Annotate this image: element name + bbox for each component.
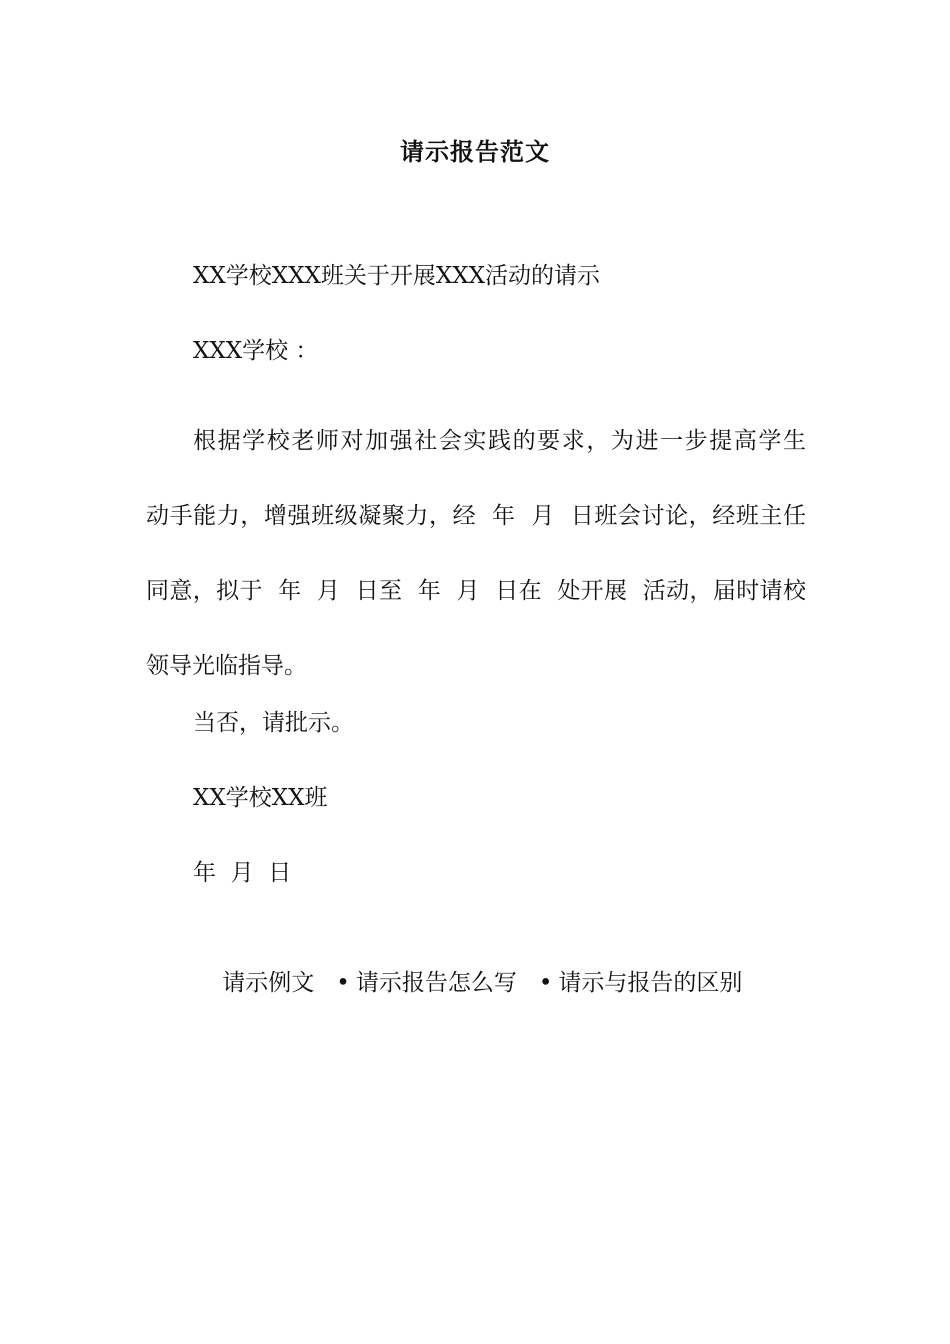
related-link[interactable]: 请示例文 — [222, 970, 315, 996]
subject-line: XX学校XXX班关于开展XXX活动的请示 — [193, 263, 600, 289]
bullet-icon: • — [538, 970, 553, 996]
signature-line: XX学校XX班 — [193, 785, 328, 811]
addressee-line: XXX学校 ： — [193, 338, 319, 364]
body-row: 根据学校老师对加强社会实践的要求，为进一步提高学生 — [193, 428, 806, 454]
body-row: 同意，拟于 年 月 日至 年 月 日在 处开展 活动，届时请校 — [146, 578, 806, 604]
related-links — [193, 929, 742, 1037]
body-row: 动手能力，增强班级凝聚力，经 年 月 日班会讨论，经班主任 — [146, 503, 806, 529]
date-line: 年 月 日 — [193, 860, 292, 886]
body-paragraph — [146, 404, 806, 704]
body-row: 领导光临指导。 — [146, 653, 307, 679]
closing-line: 当否，请批示。 — [193, 710, 354, 736]
related-link[interactable]: 请示报告怎么写 — [355, 970, 517, 996]
related-link[interactable]: 请示与报告的区别 — [558, 970, 743, 996]
document-title: 请示报告范文 — [400, 137, 550, 166]
bullet-icon: • — [336, 970, 350, 996]
